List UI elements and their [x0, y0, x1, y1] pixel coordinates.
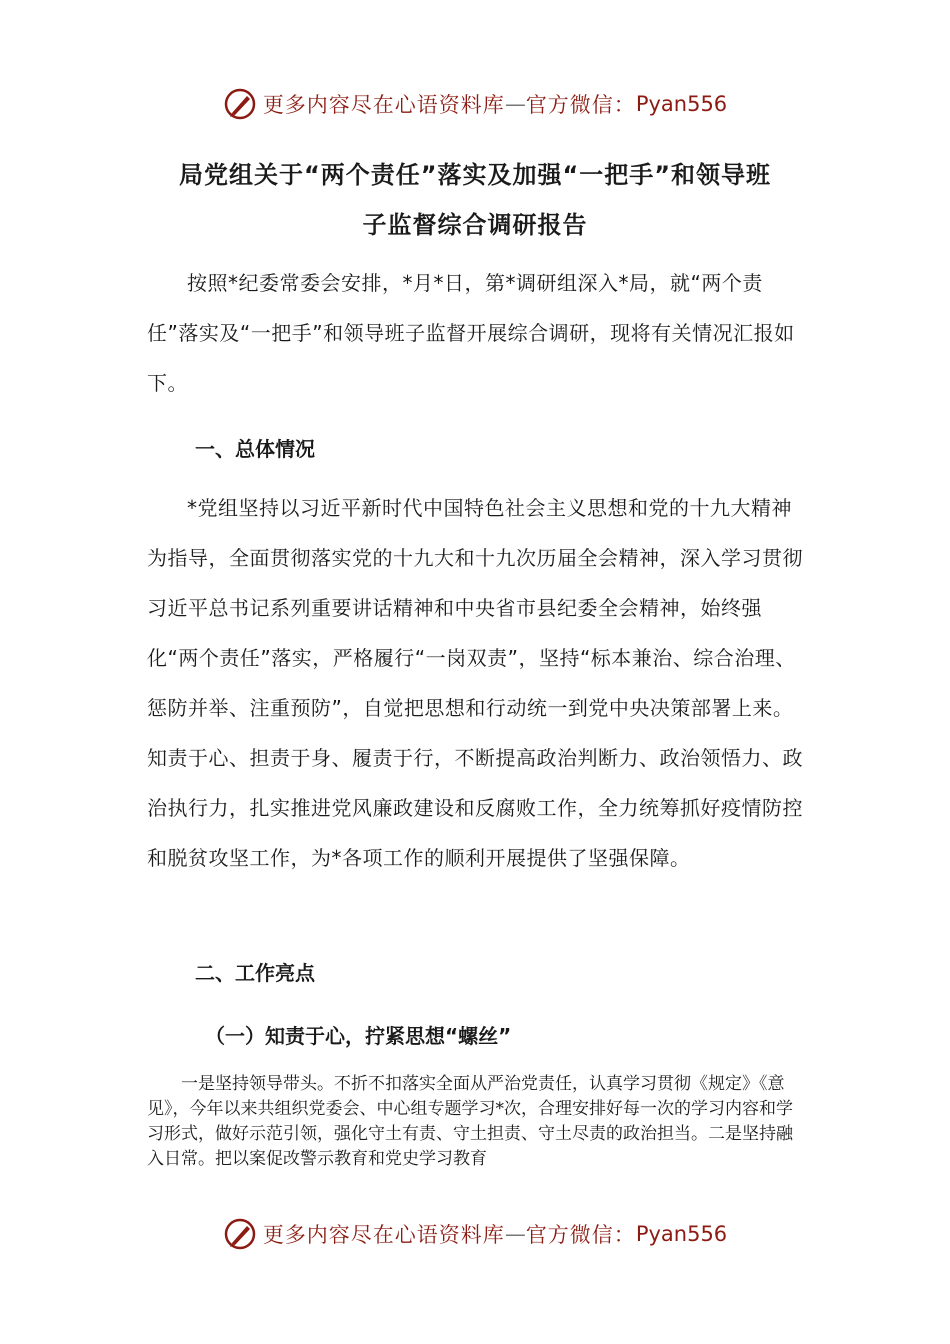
document-title	[100, 150, 850, 250]
watermark-dash: —	[504, 92, 526, 116]
watermark-wechat-label: 官方微信：	[525, 93, 636, 117]
title-line-2: 子监督综合调研报告	[362, 211, 588, 239]
watermark-account: Pyan556	[635, 92, 728, 116]
watermark-text: 更多内容尽在心语资料库	[262, 93, 505, 117]
subsection-1-body: 一是坚持领导带头。不折不扣落实全面从严治党责任，认真学习贯彻《规定》《意见》，今年以来共组织党委会、中心组专题学习*次，合理安排好每一次的学习内容和学习形式，做好示范引领，强化守土有责、守土担责、守土尽责的政治担当。二是坚持融入日常。把以案促改警示教育和党史学习教育	[147, 1074, 793, 1169]
watermark-account: Pyan556	[635, 1222, 728, 1246]
section-1-body: *党组坚持以习近平新时代中国特色社会主义思想和党的十九大精神为指导，全面贯彻落实党的十九大和十九次历届全会精神，深入学习贯彻习近平总书记系列重要讲话精神和中央省市县纪委全会精神，始终强化“两个责任”落实，严格履行“一岗双责”，坚持“标本兼治、综合治理、惩防并举、注重预防”，自觉把思想和行动统一到党中央决策部署上来。知责于心、担责于身、履责于行，不断提高政治判断力、政治领悟力、政治执行力，扎实推进党风廉政建设和反腐败工作，全力统筹抓好疫情防控和脱贫攻坚工作，为*各项工作的顺利开展提供了坚强保障。	[147, 496, 803, 870]
section-1-heading: 一、总体情况	[195, 437, 315, 461]
pen-logo-icon	[223, 87, 257, 121]
subsection-1-heading: （一）知责于心，拧紧思想“螺丝”	[205, 1024, 512, 1048]
pen-logo-icon	[223, 1217, 257, 1251]
watermark-wechat-label: 官方微信：	[525, 1223, 636, 1247]
watermark-text: 更多内容尽在心语资料库	[262, 1223, 505, 1247]
watermark-banner-top	[0, 84, 950, 124]
title-line-1: 局党组关于“两个责任”落实及加强“一把手”和领导班	[178, 161, 772, 189]
intro-paragraph: 按照*纪委常委会安排，*月*日，第*调研组深入*局，就“两个责任”落实及“一把手”和领导班子监督开展综合调研，现将有关情况汇报如下。	[147, 271, 795, 395]
watermark-dash: —	[504, 1222, 526, 1246]
section-2-heading: 二、工作亮点	[195, 961, 315, 985]
watermark-banner-bottom	[0, 1214, 950, 1254]
